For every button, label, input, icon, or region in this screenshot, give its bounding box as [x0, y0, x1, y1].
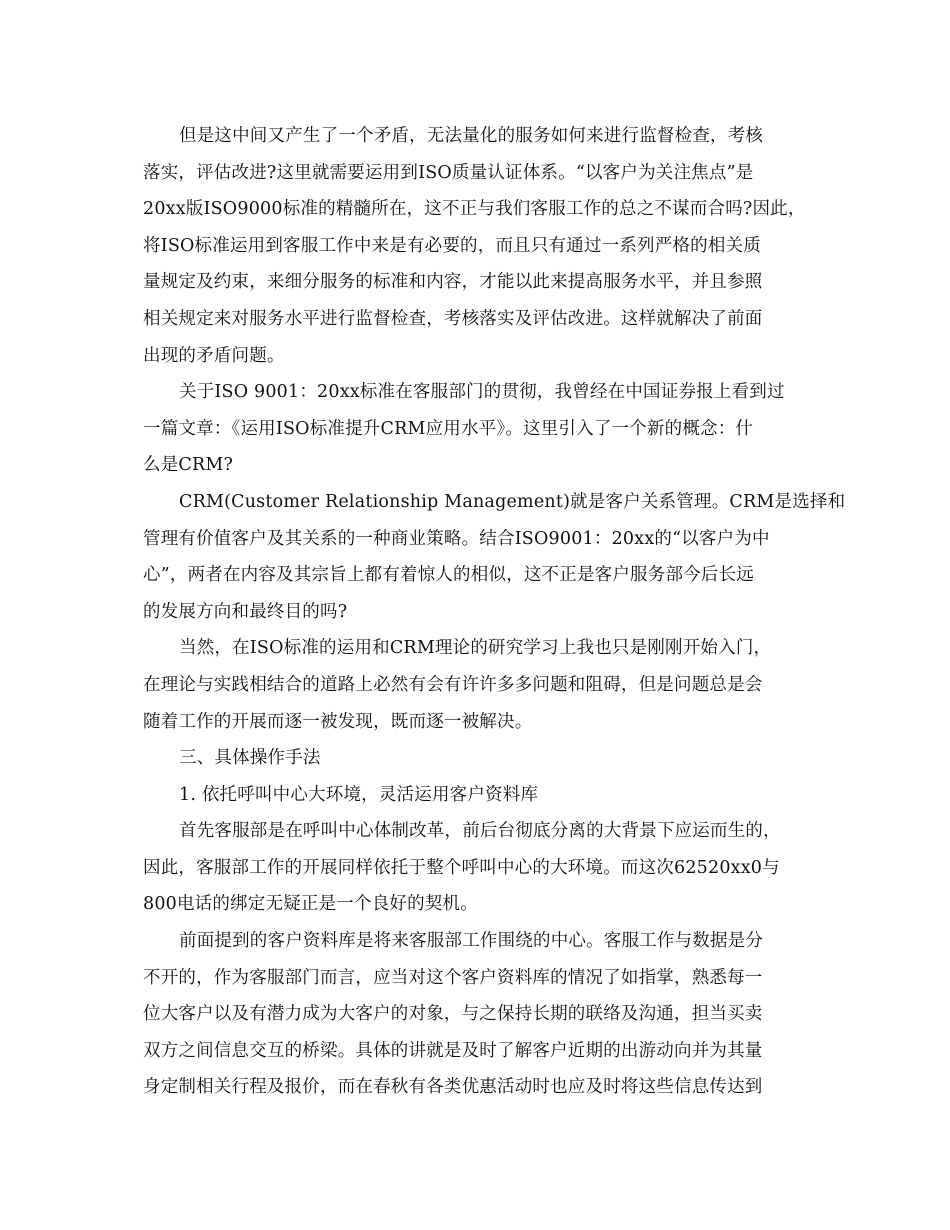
document-body: [143, 118, 846, 1106]
text-line: 出现的矛盾问题。: [143, 345, 285, 366]
text-line: 么是CRM?: [143, 455, 234, 476]
text-line: 一篇文章：《运用ISO标准提升CRM应用水平》。这里引入了一个新的概念：什: [143, 418, 754, 439]
text-line: 的发展方向和最终目的吗?: [143, 601, 348, 622]
text-line: 量规定及约束，来细分服务的标准和内容，才能以此来提高服务水平，并且参照: [143, 272, 763, 293]
text-line: 三、具体操作手法: [179, 748, 321, 769]
text-line: 落实，评估改进?这里就需要运用到ISO质量认证体系。“以客户为关注焦点”是: [143, 162, 754, 183]
text-line: 不开的，作为客服部门而言，应当对这个客户资料库的情况了如指掌，熟悉每一: [143, 967, 763, 988]
text-line: 前面提到的客户资料库是将来客服部工作围绕的中心。客服工作与数据是分: [179, 931, 764, 952]
text-line: 20xx版ISO9000标准的精髓所在，这不正与我们客服工作的总之不谋而合吗?因此，: [143, 199, 806, 220]
text-line: 双方之间信息交互的桥梁。具体的讲就是及时了解客户近期的出游动向并为其量: [143, 1040, 763, 1061]
text-line: 管理有价值客户及其关系的一种商业策略。结合ISO9001：20xx的“以客户为中: [143, 528, 770, 549]
text-line: 心”，两者在内容及其宗旨上都有着惊人的相似，这不正是客户服务部今后长远: [143, 565, 754, 586]
text-line: 当然，在ISO标准的运用和CRM理论的研究学习上我也只是刚刚开始入门，: [179, 638, 772, 659]
text-line: 因此，客服部工作的开展同样依托于整个呼叫中心的大环境。而这次62520xx0与: [143, 857, 780, 878]
text-line: 身定制相关行程及报价，而在春秋有各类优惠活动时也应及时将这些信息传达到: [143, 1077, 763, 1098]
text-line: 1. 依托呼叫中心大环境，灵活运用客户资料库: [179, 784, 539, 805]
text-line: 在理论与实践相结合的道路上必然有会有许许多多问题和阻碍，但是问题总是会: [143, 674, 763, 695]
text-line: 800电话的绑定无疑正是一个良好的契机。: [143, 894, 478, 915]
text-line: 随着工作的开展而逐一被发现，既而逐一被解决。: [143, 711, 533, 732]
text-line: 首先客服部是在呼叫中心体制改革，前后台彻底分离的大背景下应运而生的，: [179, 821, 781, 842]
text-line: CRM(Customer Relationship Management)就是客户关系管理。CRM是选择和: [179, 491, 846, 512]
text-line: 将ISO标准运用到客服工作中来是有必要的，而且只有通过一系列严格的相关质: [143, 235, 761, 256]
text-line: 关于ISO 9001：20xx标准在客服部门的贯彻，我曾经在中国证券报上看到过: [179, 382, 785, 403]
text-line: 但是这中间又产生了一个矛盾，无法量化的服务如何来进行监督检查，考核: [179, 126, 764, 146]
text-line: 位大客户以及有潜力成为大客户的对象，与之保持长期的联络及沟通，担当买卖: [143, 1004, 763, 1025]
text-line: 相关规定来对服务水平进行监督检查，考核落实及评估改进。这样就解决了前面: [143, 308, 763, 329]
